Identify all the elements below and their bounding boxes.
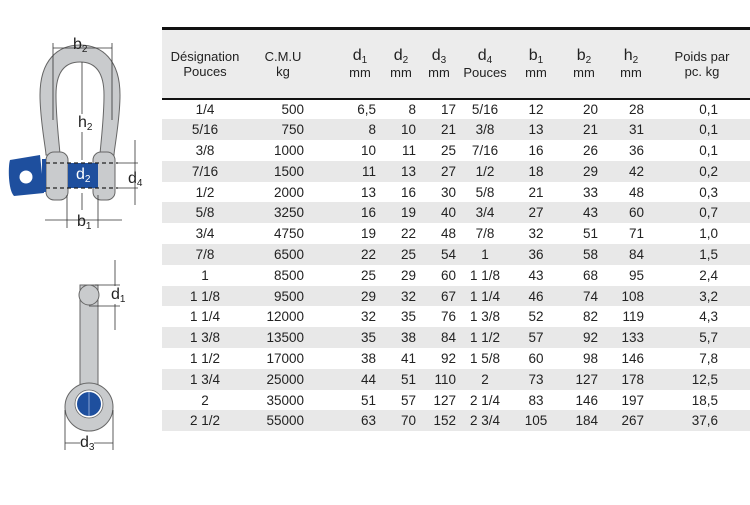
cell-d1: 19 xyxy=(360,226,376,242)
label-d4: d4 xyxy=(128,170,143,189)
table-row xyxy=(162,244,750,265)
shackle-front-diagram xyxy=(0,0,160,500)
cell-d3: 17 xyxy=(440,101,456,117)
cell-b2: 26 xyxy=(582,142,598,158)
cell-designation: 7/8 xyxy=(195,246,215,262)
cell-weight: 0,1 xyxy=(699,142,718,158)
cell-d3: 92 xyxy=(440,350,456,366)
cell-d4: 2 1/4 xyxy=(469,392,501,408)
header-weight: Poids par pc. kg xyxy=(674,48,730,79)
cell-cmu: 55000 xyxy=(266,413,304,429)
cell-weight: 37,6 xyxy=(691,413,718,429)
cell-h2: 267 xyxy=(621,413,644,429)
cell-h2: 48 xyxy=(628,184,644,200)
cell-designation: 2 1/2 xyxy=(189,413,221,429)
cell-d1: 32 xyxy=(360,309,376,325)
table-row xyxy=(162,369,750,390)
table-row xyxy=(162,182,750,203)
header-d3: d3 mm xyxy=(428,46,450,80)
table-row xyxy=(162,410,750,431)
cell-b2: 146 xyxy=(575,392,598,408)
cell-d1: 22 xyxy=(360,246,376,262)
table-row xyxy=(162,99,750,120)
cell-d2: 51 xyxy=(400,371,416,387)
cell-d4: 1 xyxy=(481,246,489,262)
cell-d2: 38 xyxy=(400,330,416,346)
cell-designation: 3/4 xyxy=(195,226,215,242)
cell-designation: 5/8 xyxy=(195,205,215,221)
cell-d4: 5/8 xyxy=(475,184,495,200)
label-h2: h2 xyxy=(78,114,93,133)
cell-d4: 7/8 xyxy=(475,226,495,242)
cell-h2: 108 xyxy=(621,288,644,304)
label-b1: b1 xyxy=(77,213,92,232)
header-d2: d2 mm xyxy=(390,46,412,80)
cell-cmu: 13500 xyxy=(266,330,304,346)
cell-b1: 52 xyxy=(528,309,544,325)
cell-d1: 44 xyxy=(360,371,376,387)
cell-d1: 10 xyxy=(360,142,376,158)
cell-weight: 18,5 xyxy=(691,392,718,408)
header-b1: b1 mm xyxy=(525,46,547,80)
cell-b2: 51 xyxy=(582,226,598,242)
cell-designation: 7/16 xyxy=(191,163,219,179)
cell-weight: 0,1 xyxy=(699,101,718,117)
cell-h2: 71 xyxy=(628,226,644,242)
cell-designation: 1 1/2 xyxy=(189,350,221,366)
cell-b1: 60 xyxy=(528,350,544,366)
cell-cmu: 500 xyxy=(281,101,304,117)
table-row xyxy=(162,202,750,223)
cell-d1: 8 xyxy=(368,122,376,138)
cell-cmu: 12000 xyxy=(266,309,304,325)
cell-d2: 22 xyxy=(400,226,416,242)
table-row xyxy=(162,327,750,348)
cell-d1: 29 xyxy=(360,288,376,304)
cell-cmu: 9500 xyxy=(273,288,304,304)
cell-d3: 84 xyxy=(440,330,456,346)
cell-h2: 197 xyxy=(621,392,644,408)
cell-cmu: 2000 xyxy=(273,184,304,200)
cell-h2: 119 xyxy=(622,309,644,325)
cell-b2: 58 xyxy=(582,246,598,262)
cell-weight: 2,4 xyxy=(699,267,718,283)
table-row xyxy=(162,348,750,369)
label-d3: d3 xyxy=(80,434,95,453)
shackle-diagrams xyxy=(0,0,160,500)
cell-b2: 68 xyxy=(582,267,598,283)
cell-d4: 5/16 xyxy=(471,101,499,117)
cell-b1: 18 xyxy=(528,163,544,179)
cell-designation: 1 3/8 xyxy=(189,330,221,346)
cell-d4: 1 3/8 xyxy=(469,309,501,325)
cell-d2: 70 xyxy=(400,413,416,429)
cell-d2: 41 xyxy=(400,350,416,366)
cell-weight: 4,3 xyxy=(699,309,718,325)
cell-b1: 32 xyxy=(528,226,544,242)
cell-weight: 1,5 xyxy=(699,246,718,262)
cell-weight: 1,0 xyxy=(699,226,718,242)
cell-d1: 11 xyxy=(361,163,376,179)
cell-d3: 40 xyxy=(440,205,456,221)
cell-d1: 25 xyxy=(360,267,376,283)
cell-h2: 28 xyxy=(628,101,644,117)
cell-d4: 1 1/2 xyxy=(469,330,501,346)
cell-d3: 54 xyxy=(440,246,456,262)
cell-d2: 19 xyxy=(400,205,416,221)
cell-designation: 2 xyxy=(201,392,209,408)
label-d2: d2 xyxy=(76,166,91,185)
cell-d4: 2 xyxy=(481,371,489,387)
table-row xyxy=(162,390,750,411)
label-b2: b2 xyxy=(73,36,88,55)
table-row xyxy=(162,119,750,140)
cell-d3: 48 xyxy=(440,226,456,242)
label-d1: d1 xyxy=(111,286,126,305)
cell-b2: 127 xyxy=(575,371,598,387)
header-d4: d4 Pouces xyxy=(463,46,507,80)
cell-d1: 35 xyxy=(360,330,376,346)
cell-weight: 3,2 xyxy=(699,288,718,304)
cell-b1: 46 xyxy=(528,288,544,304)
cell-weight: 7,8 xyxy=(699,350,718,366)
cell-b2: 29 xyxy=(582,163,598,179)
cell-cmu: 3250 xyxy=(273,205,304,221)
cell-b1: 36 xyxy=(528,246,544,262)
cell-b2: 82 xyxy=(582,309,598,325)
cell-d2: 35 xyxy=(400,309,416,325)
cell-b2: 92 xyxy=(582,330,598,346)
table-header-row xyxy=(162,29,750,99)
cell-b2: 20 xyxy=(582,101,598,117)
cell-cmu: 25000 xyxy=(266,371,304,387)
cell-cmu: 35000 xyxy=(266,392,304,408)
cell-d4: 7/16 xyxy=(471,142,499,158)
cell-d1: 6,5 xyxy=(357,101,376,117)
cell-b1: 16 xyxy=(528,142,544,158)
cell-b2: 74 xyxy=(582,288,598,304)
cell-h2: 60 xyxy=(628,205,644,221)
cell-h2: 31 xyxy=(628,122,644,138)
cell-cmu: 8500 xyxy=(273,267,304,283)
cell-cmu: 1000 xyxy=(273,142,304,158)
cell-b2: 184 xyxy=(575,413,598,429)
header-d1: d1 mm xyxy=(349,46,371,80)
cell-weight: 0,3 xyxy=(699,184,718,200)
cell-d4: 1 1/4 xyxy=(469,288,501,304)
cell-d2: 57 xyxy=(400,392,416,408)
header-b2: b2 mm xyxy=(573,46,595,80)
cell-d2: 25 xyxy=(400,246,416,262)
table-row xyxy=(162,140,750,161)
cell-weight: 12,5 xyxy=(691,371,718,387)
cell-b2: 21 xyxy=(582,122,598,138)
cell-weight: 0,2 xyxy=(699,163,718,179)
cell-cmu: 6500 xyxy=(273,246,304,262)
cell-d2: 11 xyxy=(401,142,416,158)
cell-b1: 43 xyxy=(528,267,544,283)
cell-b1: 83 xyxy=(528,392,544,408)
cell-cmu: 750 xyxy=(281,122,304,138)
cell-designation: 1 1/8 xyxy=(189,288,221,304)
cell-d1: 16 xyxy=(360,205,376,221)
cell-designation: 1 1/4 xyxy=(189,309,221,325)
cell-b1: 12 xyxy=(528,101,544,117)
cell-b1: 21 xyxy=(528,184,544,200)
cell-weight: 0,7 xyxy=(699,205,718,221)
cell-designation: 3/8 xyxy=(195,142,215,158)
header-designation: Désignation Pouces xyxy=(170,48,240,79)
cell-b2: 98 xyxy=(582,350,598,366)
cell-d4: 3/4 xyxy=(475,205,495,221)
cell-d3: 27 xyxy=(440,163,456,179)
cell-d1: 51 xyxy=(360,392,376,408)
cell-b1: 13 xyxy=(528,122,544,138)
cell-d3: 127 xyxy=(433,392,456,408)
cell-h2: 84 xyxy=(628,246,644,262)
cell-cmu: 17000 xyxy=(266,350,304,366)
cell-h2: 133 xyxy=(621,330,644,346)
cell-h2: 178 xyxy=(621,371,644,387)
cell-designation: 1/4 xyxy=(195,101,215,117)
header-h2: h2 mm xyxy=(620,46,642,80)
cell-b2: 43 xyxy=(582,205,598,221)
cell-d3: 152 xyxy=(433,413,456,429)
cell-b1: 57 xyxy=(528,330,544,346)
cell-d4: 3/8 xyxy=(475,122,495,138)
cell-d3: 25 xyxy=(440,142,456,158)
cell-b1: 105 xyxy=(524,413,548,429)
cell-d3: 30 xyxy=(440,184,456,200)
cell-designation: 1 3/4 xyxy=(189,371,221,387)
cell-d3: 60 xyxy=(440,267,456,283)
cell-d2: 16 xyxy=(400,184,416,200)
table-row xyxy=(162,223,750,244)
shackle-spec-table xyxy=(162,27,750,431)
cell-d1: 38 xyxy=(360,350,376,366)
cell-d2: 8 xyxy=(408,101,416,117)
cell-d4: 2 3/4 xyxy=(469,413,501,429)
cell-d2: 29 xyxy=(400,267,416,283)
table-row xyxy=(162,161,750,182)
cell-d1: 13 xyxy=(360,184,376,200)
cell-weight: 5,7 xyxy=(699,330,718,346)
cell-h2: 42 xyxy=(628,163,644,179)
cell-cmu: 4750 xyxy=(273,226,304,242)
cell-h2: 146 xyxy=(621,350,644,366)
cell-d3: 67 xyxy=(440,288,456,304)
header-cmu: C.M.U kg xyxy=(264,48,302,79)
cell-cmu: 1500 xyxy=(273,163,304,179)
cell-designation: 5/16 xyxy=(191,122,219,138)
cell-d2: 13 xyxy=(400,163,416,179)
cell-d4: 1 1/8 xyxy=(469,267,501,283)
table-row xyxy=(162,286,750,307)
cell-b1: 27 xyxy=(528,205,544,221)
cell-d4: 1/2 xyxy=(475,163,495,179)
cell-b2: 33 xyxy=(582,184,598,200)
cell-designation: 1/2 xyxy=(195,184,215,200)
cell-weight: 0,1 xyxy=(699,122,718,138)
cell-h2: 95 xyxy=(628,267,644,283)
cell-d1: 63 xyxy=(360,413,376,429)
cell-d3: 76 xyxy=(440,309,456,325)
cell-d3: 21 xyxy=(440,122,456,138)
cell-d3: 110 xyxy=(434,371,456,387)
cell-d2: 10 xyxy=(400,122,416,138)
table-row xyxy=(162,306,750,327)
table-row xyxy=(162,265,750,286)
cell-h2: 36 xyxy=(628,142,644,158)
cell-designation: 1 xyxy=(201,267,209,283)
cell-d4: 1 5/8 xyxy=(469,350,501,366)
cell-b1: 73 xyxy=(528,371,544,387)
cell-d2: 32 xyxy=(400,288,416,304)
